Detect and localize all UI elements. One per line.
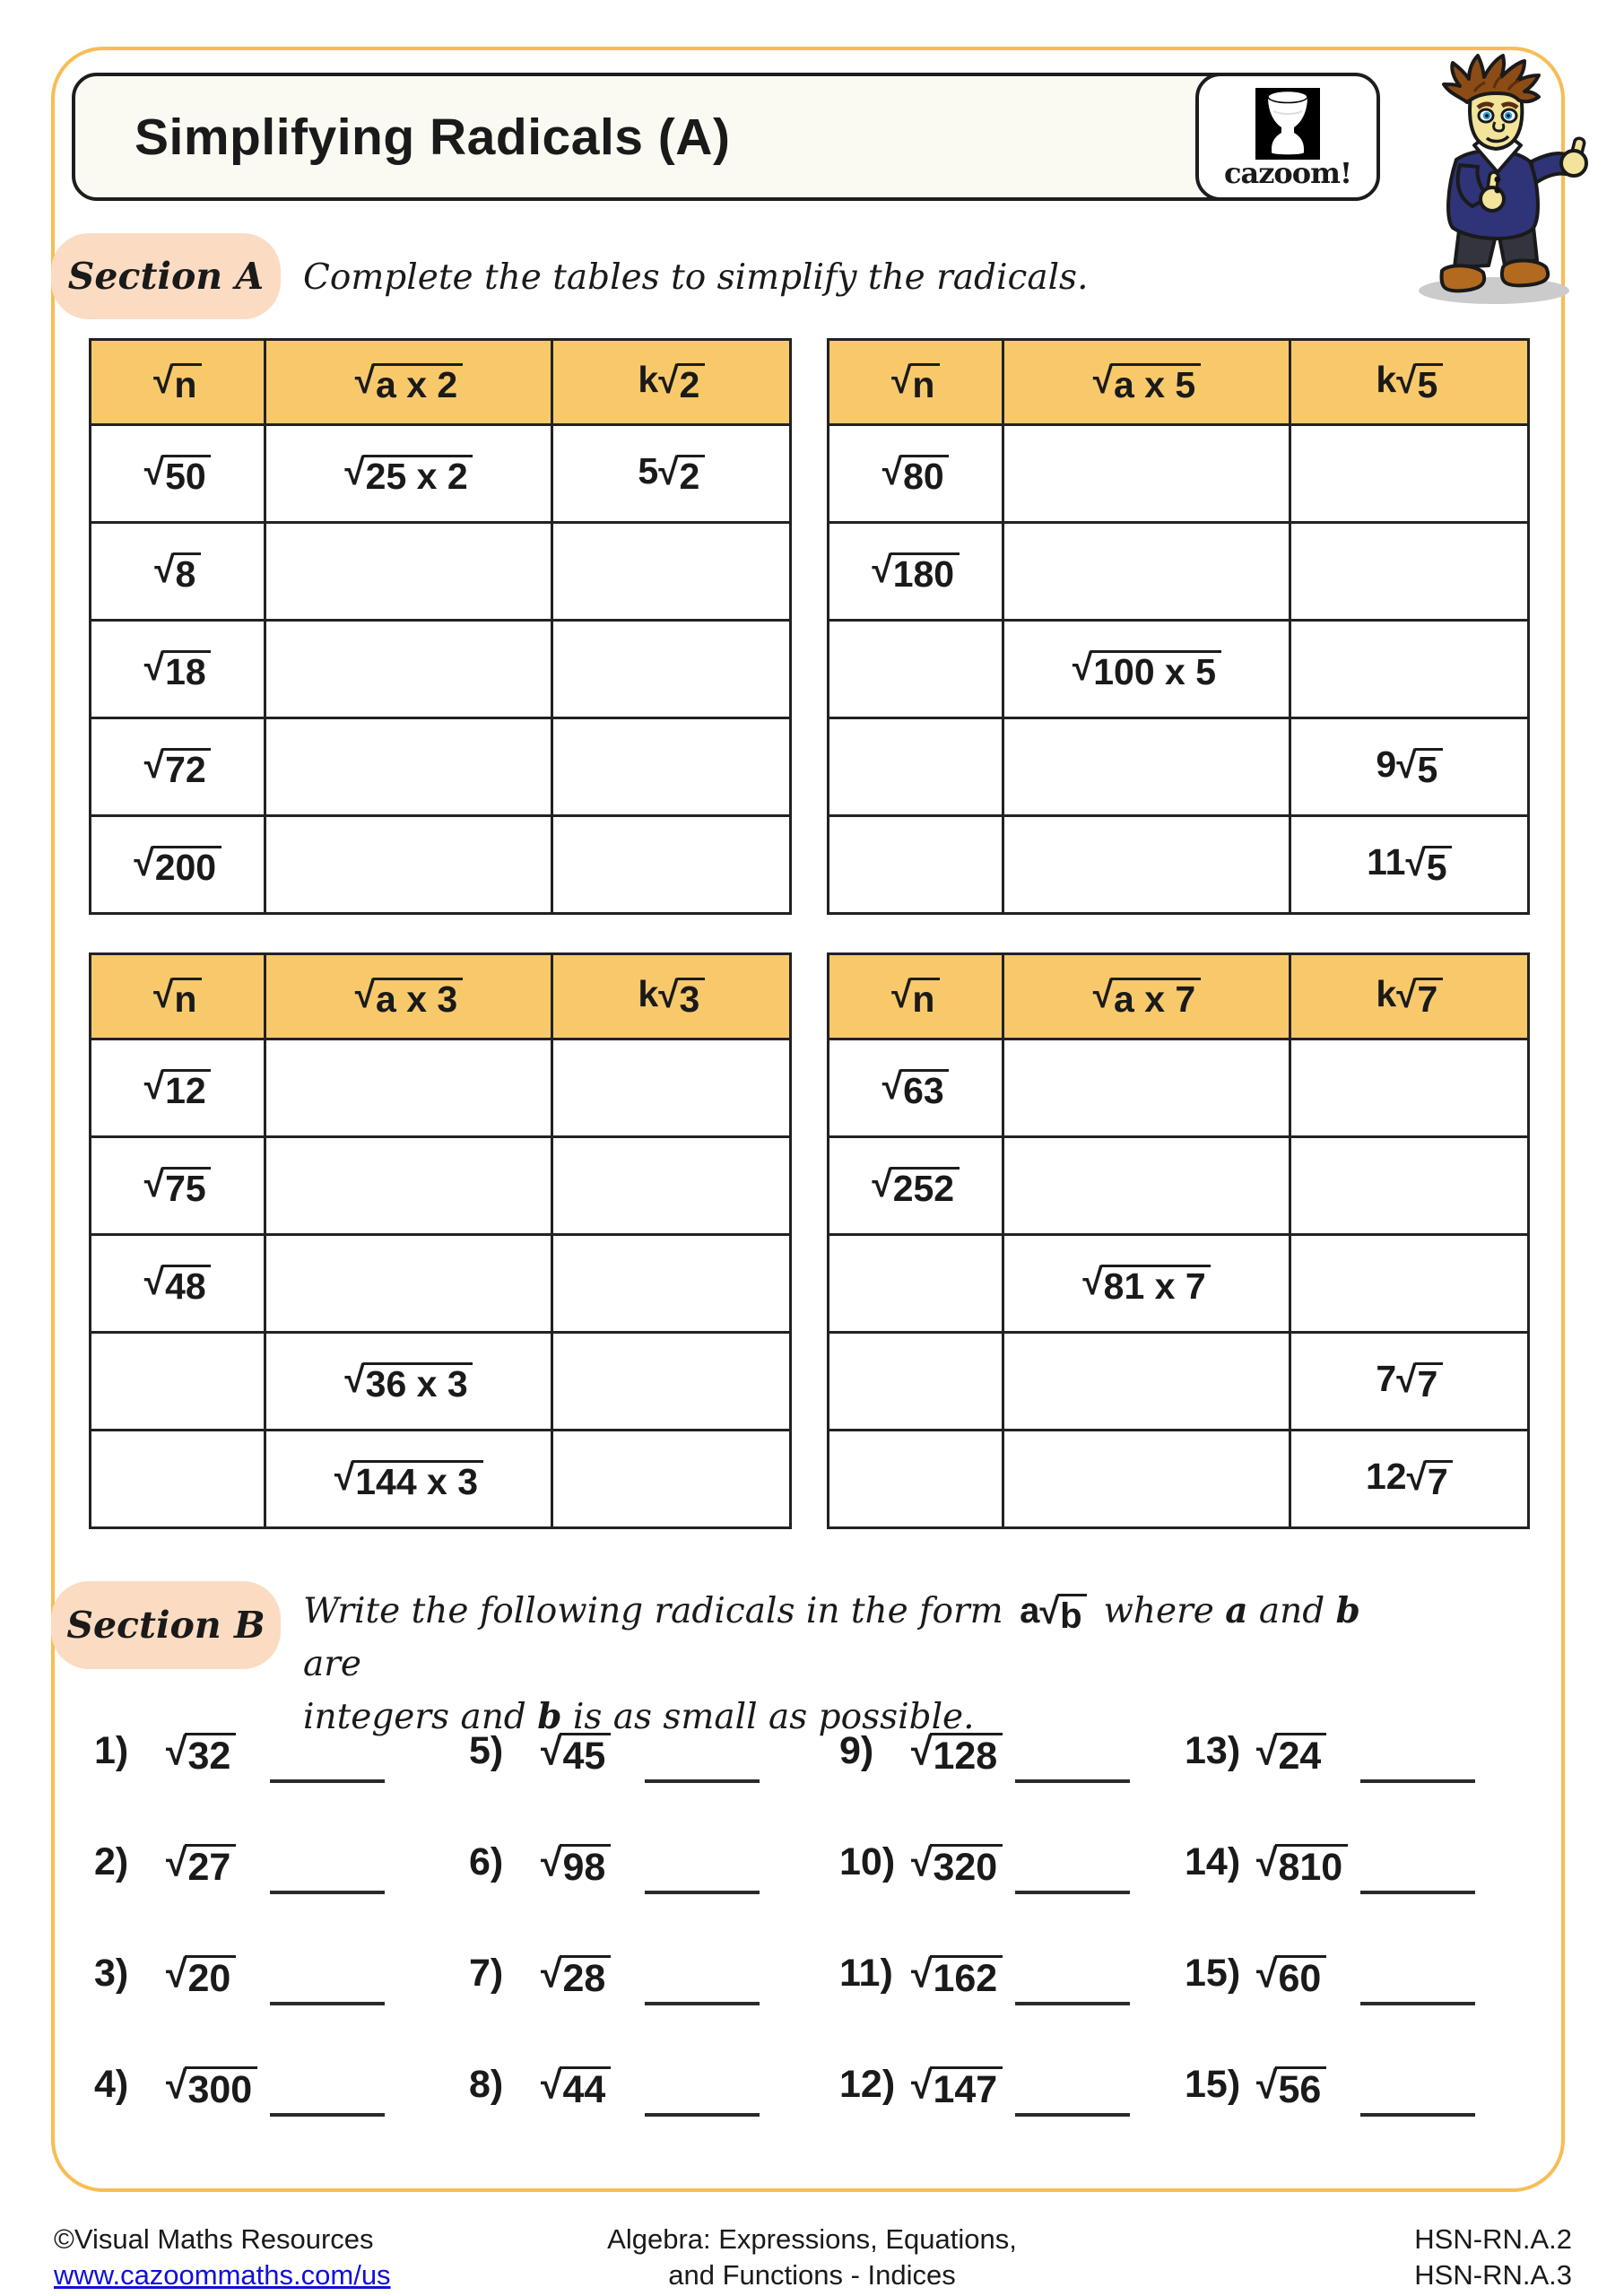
section-a-badge — [51, 233, 281, 319]
sqrt-icon: √ a x 7 — [1093, 976, 1201, 1019]
sqrt-icon: √ 72 — [144, 746, 212, 789]
brand-wordmark: cazoom! — [1224, 156, 1351, 190]
problem-number: 10) — [839, 1840, 896, 1883]
radical-table-2 — [89, 338, 792, 915]
table-header-row — [829, 954, 1529, 1039]
instruction-text: is as small as possible. — [572, 1697, 975, 1737]
radical-table-3 — [89, 952, 792, 1529]
table-row — [91, 523, 791, 621]
page-title: Simplifying Radicals (A) — [135, 108, 731, 166]
column-header — [91, 954, 265, 1039]
instruction-text: and — [1258, 1591, 1325, 1631]
table-row — [829, 816, 1529, 914]
table-row — [829, 1333, 1529, 1431]
answer-blank — [270, 1979, 385, 2005]
problem-number: 12) — [839, 2063, 896, 2106]
problem-number: 15) — [1185, 2063, 1241, 2106]
table-row — [829, 425, 1529, 523]
sqrt-icon: √ 7 — [1396, 1361, 1443, 1404]
table-cell-empty — [552, 621, 791, 718]
section-b-badge — [51, 1581, 281, 1669]
table-cell-empty — [1003, 1431, 1290, 1528]
table-cell: 11 √ 5 — [1290, 816, 1529, 914]
table-cell-empty — [829, 1333, 1003, 1431]
sqrt-icon: √ 80 — [882, 453, 950, 496]
answer-blank — [270, 1867, 385, 1894]
table-row — [829, 1235, 1529, 1333]
sqrt-icon: √ n — [891, 976, 940, 1019]
sqrt-icon: √ a x 5 — [1093, 361, 1201, 404]
problem-4 — [94, 2063, 426, 2169]
column-header — [829, 340, 1003, 425]
table-cell-empty — [265, 1137, 552, 1235]
table-cell — [91, 1039, 265, 1137]
table-cell-empty — [829, 621, 1003, 718]
table-cell-empty — [91, 1333, 265, 1431]
standard-code-2: HSN-RN.A.3 — [1414, 2259, 1572, 2292]
table-cell-empty — [1003, 816, 1290, 914]
table-cell — [91, 425, 265, 523]
answer-blank — [645, 1867, 760, 1894]
problems-row — [0, 1729, 1624, 1840]
problems-row — [0, 2063, 1624, 2174]
problems-row — [0, 1840, 1624, 1952]
column-header — [91, 340, 265, 425]
table-cell-empty — [1003, 425, 1290, 523]
table-cell: 12 √ 7 — [1290, 1431, 1529, 1528]
footer-subject-line1: Algebra: Expressions, Equations, — [607, 2223, 1017, 2255]
sqrt-icon: √ 44 — [541, 2066, 611, 2110]
sqrt-icon: √ 56 — [1256, 2066, 1326, 2110]
sqrt-icon: √ 147 — [911, 2066, 1003, 2110]
table-cell — [91, 621, 265, 718]
table-row — [91, 1137, 791, 1235]
answer-blank — [1015, 2090, 1130, 2117]
instruction-text: Write the following radicals in the form — [303, 1591, 1003, 1631]
instruction-text: are — [303, 1643, 361, 1684]
problem-number: 15) — [1185, 1952, 1241, 1995]
drum-icon — [1255, 88, 1320, 160]
table-cell-empty — [552, 1039, 791, 1137]
table-cell — [829, 1039, 1003, 1137]
problem-number: 7) — [469, 1952, 504, 1995]
problem-8 — [469, 2063, 801, 2169]
table-cell-empty — [552, 1333, 791, 1431]
answer-blank — [270, 1756, 385, 1783]
table-row — [91, 718, 791, 816]
problem-14 — [1185, 1840, 1516, 1946]
table-row — [829, 1039, 1529, 1137]
column-header — [265, 954, 552, 1039]
table-cell-empty — [552, 816, 791, 914]
problem-number: 11) — [839, 1952, 893, 1995]
table-row — [91, 621, 791, 718]
problem-number: 1) — [94, 1729, 129, 1772]
table-cell — [829, 425, 1003, 523]
sqrt-icon: √ 5 — [1396, 746, 1443, 789]
sqrt-icon: √ a x 3 — [355, 976, 463, 1019]
sqrt-icon: √ n — [153, 361, 202, 404]
table-cell-empty — [265, 718, 552, 816]
problem-number: 9) — [839, 1729, 874, 1772]
section-b-instruction — [303, 1584, 1379, 1744]
sqrt-icon: √ 8 — [154, 551, 201, 594]
column-header — [1003, 954, 1290, 1039]
standard-code-1: HSN-RN.A.2 — [1414, 2223, 1572, 2255]
table-cell — [265, 1333, 552, 1431]
answer-blank — [1015, 1979, 1130, 2005]
problem-13 — [1185, 1729, 1516, 1835]
radical-table-5 — [827, 338, 1530, 915]
problem-number: 2) — [94, 1840, 129, 1883]
table-cell-empty — [1290, 1235, 1529, 1333]
table-cell-empty — [1003, 523, 1290, 621]
table-cell: 7 √ 7 — [1290, 1333, 1529, 1431]
table-cell-empty — [829, 816, 1003, 914]
sqrt-icon: √ n — [891, 361, 940, 404]
problem-number: 3) — [94, 1952, 129, 1995]
cazoom-logo — [1195, 73, 1380, 201]
table-row — [91, 1039, 791, 1137]
answer-blank — [270, 2090, 385, 2117]
sqrt-icon: √ 7 — [1396, 976, 1443, 1019]
problem-7 — [469, 1952, 801, 2057]
answer-blank — [1360, 1756, 1475, 1783]
sqrt-icon: √ 12 — [144, 1067, 212, 1110]
problem-number: 13) — [1185, 1729, 1241, 1772]
sqrt-icon: √ 2 — [658, 361, 705, 404]
variable-a: a — [1225, 1590, 1248, 1631]
variable-b: b — [537, 1696, 562, 1737]
sqrt-icon: √ 18 — [144, 648, 212, 691]
table-row — [829, 621, 1529, 718]
sqrt-icon: √ 75 — [144, 1165, 212, 1208]
answer-blank — [1015, 1756, 1130, 1783]
table-cell-empty — [1003, 718, 1290, 816]
sqrt-icon: √ 300 — [166, 2066, 257, 2110]
problem-16 — [1185, 2063, 1516, 2169]
sqrt-icon: √ 200 — [134, 844, 221, 887]
problems-row — [0, 1952, 1624, 2063]
sqrt-icon: √ 50 — [144, 453, 212, 496]
table-cell-empty — [265, 816, 552, 914]
sqrt-icon: √ 5 — [1405, 844, 1452, 887]
table-row — [829, 523, 1529, 621]
sqrt-icon: √ 3 — [658, 976, 705, 1019]
answer-blank — [1360, 1867, 1475, 1894]
footer-standards — [1414, 2222, 1572, 2294]
table-row — [91, 1333, 791, 1431]
sqrt-icon: √ 144 x 3 — [334, 1458, 483, 1501]
form-expression: a √ b — [1014, 1591, 1092, 1631]
sqrt-icon: √ 320 — [911, 1843, 1003, 1888]
sqrt-icon: √ 100 x 5 — [1073, 648, 1221, 691]
sqrt-icon: √ 27 — [166, 1843, 236, 1888]
column-header: k √ 3 — [552, 954, 791, 1039]
footer-subject-line2: and Functions - Indices — [668, 2259, 956, 2292]
sqrt-icon: √ 5 — [1396, 361, 1443, 404]
sqrt-icon: √ 60 — [1256, 1954, 1326, 1999]
table-cell-empty — [1290, 425, 1529, 523]
table-row — [91, 425, 791, 523]
problem-number: 8) — [469, 2063, 504, 2106]
sqrt-icon: √ 48 — [144, 1263, 212, 1306]
table-cell-empty — [1290, 621, 1529, 718]
mascot-boy-illustration — [1388, 52, 1612, 314]
instruction-text: where — [1103, 1591, 1214, 1631]
table-cell-empty — [1290, 523, 1529, 621]
table-cell — [91, 1235, 265, 1333]
table-row — [829, 1431, 1529, 1528]
title-box — [72, 73, 1378, 201]
table-cell — [91, 1137, 265, 1235]
table-cell: 5 √ 2 — [552, 425, 791, 523]
table-cell-empty — [1290, 1137, 1529, 1235]
problem-11 — [839, 1952, 1171, 2057]
problem-3 — [94, 1952, 426, 2057]
table-row — [91, 1431, 791, 1528]
problem-number: 5) — [469, 1729, 504, 1772]
problem-number: 6) — [469, 1840, 504, 1883]
table-cell — [91, 523, 265, 621]
problem-2 — [94, 1840, 426, 1946]
section-a-label: Section A — [67, 255, 265, 298]
column-header: k √ 5 — [1290, 340, 1529, 425]
table-cell — [829, 1137, 1003, 1235]
table-header-row — [91, 954, 791, 1039]
sqrt-icon: √ 180 — [872, 551, 959, 594]
sqrt-icon: √ 7 — [1407, 1458, 1454, 1501]
table-cell-empty — [265, 1039, 552, 1137]
table-cell — [1003, 1235, 1290, 1333]
sqrt-icon: √ 2 — [658, 453, 705, 496]
column-header: k √ 7 — [1290, 954, 1529, 1039]
table-row — [91, 816, 791, 914]
column-header — [1003, 340, 1290, 425]
table-cell-empty — [552, 1431, 791, 1528]
section-b-label: Section B — [66, 1604, 265, 1647]
section-a-instruction: Complete the tables to simplify the radicals. — [303, 257, 1089, 298]
problem-10 — [839, 1840, 1171, 1946]
problem-6 — [469, 1840, 801, 1946]
table-cell-empty — [552, 1235, 791, 1333]
table-row — [829, 1137, 1529, 1235]
column-header — [265, 340, 552, 425]
sqrt-icon: √ 810 — [1256, 1843, 1348, 1888]
problem-1 — [94, 1729, 426, 1835]
answer-blank — [1360, 1979, 1475, 2005]
table-cell-empty — [829, 1235, 1003, 1333]
sqrt-icon: √ b — [1039, 1593, 1087, 1635]
table-cell-empty — [552, 523, 791, 621]
table-cell-empty — [265, 621, 552, 718]
radical-table-7 — [827, 952, 1530, 1529]
answer-blank — [1360, 2090, 1475, 2117]
table-row — [91, 1235, 791, 1333]
problem-12 — [839, 2063, 1171, 2169]
answer-blank — [645, 2090, 760, 2117]
table-row — [829, 718, 1529, 816]
problem-9 — [839, 1729, 1171, 1835]
answer-blank — [645, 1979, 760, 2005]
sqrt-icon: √ 32 — [166, 1732, 236, 1777]
sqrt-icon: √ 36 x 3 — [344, 1361, 473, 1404]
sqrt-icon: √ 28 — [541, 1954, 611, 1999]
problem-number: 4) — [94, 2063, 129, 2106]
table-cell-empty — [829, 1431, 1003, 1528]
problem-15 — [1185, 1952, 1516, 2057]
sqrt-icon: √ 45 — [541, 1732, 611, 1777]
table-cell-empty — [1003, 1039, 1290, 1137]
sqrt-icon: √ 63 — [882, 1067, 950, 1110]
table-header-row — [91, 340, 791, 425]
table-cell-empty — [1003, 1137, 1290, 1235]
table-cell — [829, 523, 1003, 621]
table-cell — [91, 718, 265, 816]
table-header-row — [829, 340, 1529, 425]
table-cell — [265, 425, 552, 523]
table-cell-empty — [91, 1431, 265, 1528]
table-cell-empty — [265, 523, 552, 621]
sqrt-icon: √ 98 — [541, 1843, 611, 1888]
table-cell — [91, 816, 265, 914]
table-cell-empty — [552, 718, 791, 816]
sqrt-icon: √ 252 — [872, 1165, 959, 1208]
sqrt-icon: √ 162 — [911, 1954, 1003, 1999]
sqrt-icon: √ 20 — [166, 1954, 236, 1999]
table-cell: 9 √ 5 — [1290, 718, 1529, 816]
answer-blank — [645, 1756, 760, 1783]
sqrt-icon: √ 81 x 7 — [1082, 1263, 1211, 1306]
footer-copyright-block — [54, 2222, 391, 2294]
instruction-text: integers and — [303, 1697, 526, 1737]
sqrt-icon: √ n — [153, 976, 202, 1019]
sqrt-icon: √ 24 — [1256, 1732, 1326, 1777]
table-cell — [1003, 621, 1290, 718]
table-cell-empty — [1290, 1039, 1529, 1137]
variable-b: b — [1335, 1590, 1360, 1631]
sqrt-icon: √ 128 — [911, 1732, 1003, 1777]
sqrt-icon: √ a x 2 — [355, 361, 463, 404]
table-cell-empty — [829, 718, 1003, 816]
sqrt-icon: √ 25 x 2 — [344, 453, 473, 496]
answer-blank — [1015, 1867, 1130, 1894]
table-cell-empty — [265, 1235, 552, 1333]
column-header — [829, 954, 1003, 1039]
problem-number: 14) — [1185, 1840, 1241, 1883]
table-cell-empty — [1003, 1333, 1290, 1431]
problem-5 — [469, 1729, 801, 1835]
column-header: k √ 2 — [552, 340, 791, 425]
table-cell — [265, 1431, 552, 1528]
copyright-text: ©Visual Maths Resources — [54, 2223, 374, 2255]
footer-link[interactable]: www.cazoommaths.com/us — [54, 2259, 391, 2292]
table-cell-empty — [552, 1137, 791, 1235]
